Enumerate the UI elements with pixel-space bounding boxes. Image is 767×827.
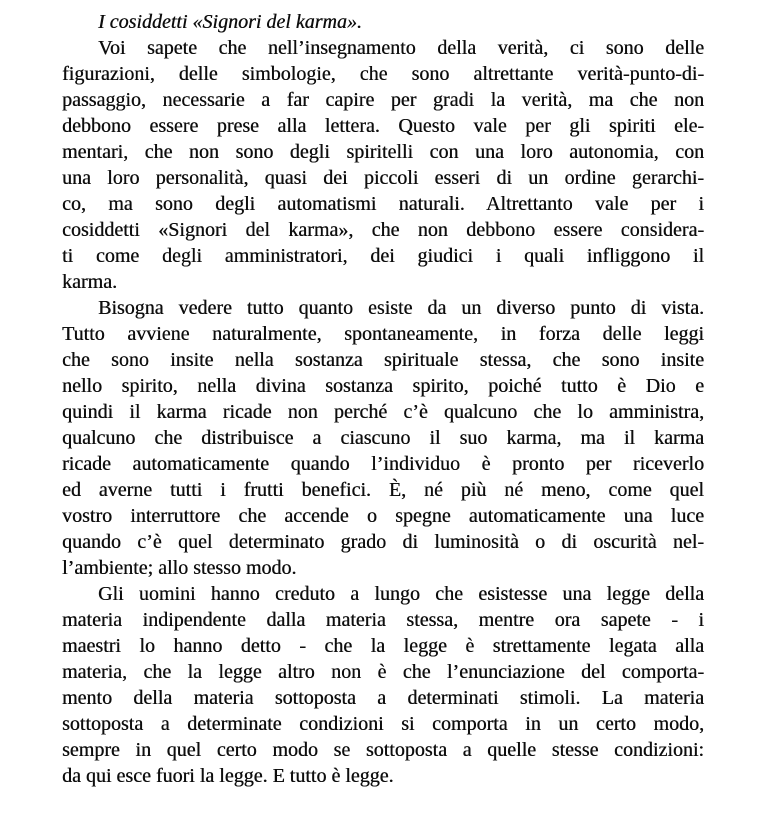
text-line: mentari, che non sono degli spiritelli con una loro autonomia, con [62, 141, 704, 163]
text-line: sottoposta a determinate condizioni si comporta in un certo modo, [62, 713, 704, 735]
text-line: karma. [62, 271, 117, 293]
text-line: maestri lo hanno detto - che la legge è strettamente legata alla [62, 635, 704, 657]
text-line: passaggio, necessarie a far capire per gradi la verità, ma che non [62, 89, 704, 111]
text-line: che sono insite nella sostanza spirituale stessa, che sono insite [62, 349, 704, 371]
text-line: debbono essere prese alla lettera. Questo vale per gli spiriti ele- [62, 115, 704, 137]
text-line: quando c’è quel determinato grado di luminosità o di oscurità nel- [62, 531, 704, 553]
text-line: una loro personalità, quasi dei piccoli esseri di un ordine gerarchi- [62, 167, 704, 189]
text-line: Bisogna vedere tutto quanto esiste da un diverso punto di vista. [98, 297, 704, 319]
text-line: materia, che la legge altro non è che l’enunciazione del comporta- [62, 661, 704, 683]
text-line: Tutto avviene naturalmente, spontaneamente, in forza delle leggi [62, 323, 704, 345]
text-line: Voi sapete che nell’insegnamento della verità, ci sono delle [98, 37, 704, 59]
text-block [62, 9, 704, 789]
text-line: cosiddetti «Signori del karma», che non debbono essere considera- [62, 219, 704, 241]
text-line: mento della materia sottoposta a determinati stimoli. La materia [62, 687, 704, 709]
chapter-heading-line: I cosiddetti «Signori del karma». [98, 11, 362, 33]
text-line: da qui esce fuori la legge. E tutto è legge. [62, 765, 394, 787]
text-line: l’ambiente; allo stesso modo. [62, 557, 297, 579]
text-line: nello spirito, nella divina sostanza spirito, poiché tutto è Dio e [62, 375, 704, 397]
text-line: qualcuno che distribuisce a ciascuno il suo karma, ma il karma [62, 427, 704, 449]
text-line: ricade automaticamente quando l’individuo è pronto per riceverlo [62, 453, 704, 475]
text-line: figurazioni, delle simbologie, che sono altrettante verità-punto-di- [62, 63, 704, 85]
text-line: vostro interruttore che accende o spegne automaticamente una luce [62, 505, 704, 527]
text-line: sempre in quel certo modo se sottoposta a quelle stesse condizioni: [62, 739, 704, 761]
text-line: co, ma sono degli automatismi naturali. Altrettanto vale per i [62, 193, 704, 215]
text-line: ti come degli amministratori, dei giudici i quali infliggono il [62, 245, 704, 267]
text-line: materia indipendente dalla materia stessa, mentre ora sapete - i [62, 609, 704, 631]
text-line: quindi il karma ricade non perché c’è qualcuno che lo amministra, [62, 401, 704, 423]
text-line: ed averne tutti i frutti benefici. È, né più né meno, come quel [62, 479, 704, 501]
text-line: Gli uomini hanno creduto a lungo che esistesse una legge della [98, 583, 704, 605]
